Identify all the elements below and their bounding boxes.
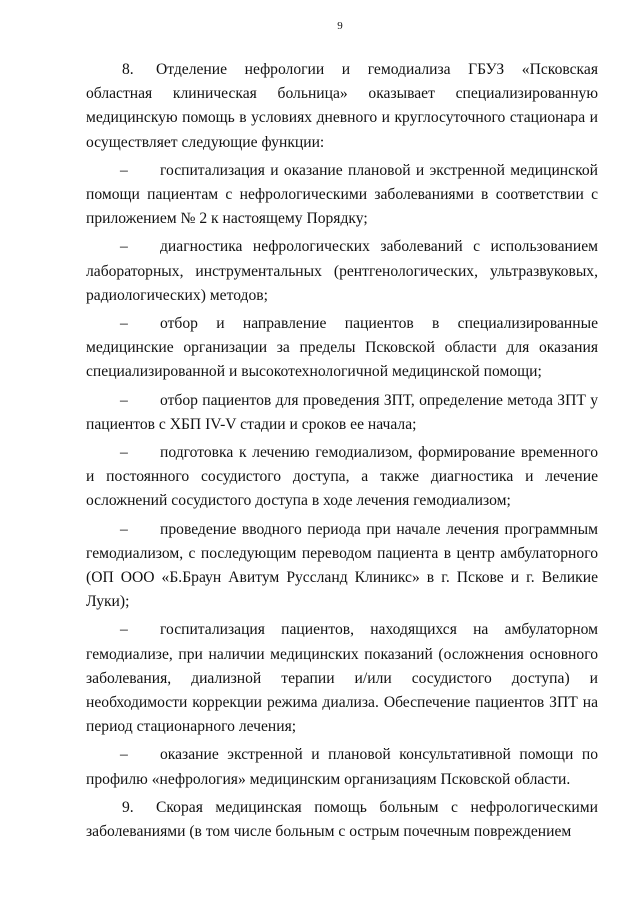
list-item — [86, 618, 598, 739]
list-dash: – — [120, 238, 128, 256]
list-dash: – — [120, 315, 128, 333]
document-body — [86, 58, 598, 848]
list-item — [86, 441, 598, 514]
list-dash: – — [120, 520, 128, 538]
list-item-text: диагностика нефрологических заболеваний с использованием лабораторных, инструментальных (рентгенологических, ультразвуковых, радиологических) методов; — [86, 238, 598, 304]
list-dash: – — [120, 444, 128, 462]
list-item-text: проведение вводного периода при начале лечения программным гемодиализом, с последующим переводом пациента в центр амбулаторного (ОП ООО «Б.Браун Авитум Русcланд Клиникс» в г. Пскове и г. Великие Луки); — [86, 520, 598, 611]
list-item-text: отбор и направление пациентов в специализированные медицинские организации за пределы Псковской области для оказания специализированной и высокотехнологичной медицинской помощи; — [86, 315, 598, 381]
list-item — [86, 159, 598, 232]
list-item — [86, 389, 598, 437]
paragraph-text: Скорая медицинская помощь больным с нефрологическими заболеваниями (в том числе больным с острым почечным повреждением — [86, 798, 598, 841]
list-item-text: отбор пациентов для проведения ЗПТ, определение метода ЗПТ у пациентов с ХБП IV-V стадии и сроков ее начала; — [86, 391, 598, 433]
paragraph-text: Отделение нефрологии и гемодиализа ГБУЗ «Псковская областная клиническая больница» оказывает специализированную медицинскую помощь в условиях дневного и круглосуточного стационара и осуществляет следующие функции: — [86, 61, 598, 151]
list-item — [86, 235, 598, 308]
list-item — [86, 743, 598, 791]
list-item-text: госпитализация пациентов, находящихся на амбулаторном гемодиализе, при наличии медицинских показаний (осложнения основного заболевания, диализной терапии и/или сосудистого доступа) и необходимости коррекции режима диализа. Обеспечение пациентов ЗПТ на период стационарного лечения; — [86, 621, 598, 736]
list-item-text: госпитализация и оказание плановой и экстренной медицинской помощи пациентам с нефрологическими заболеваниями в соответствии с приложением № 2 к настоящему Порядку; — [86, 161, 598, 228]
page-number: 9 — [337, 20, 343, 32]
list-dash: – — [120, 621, 128, 639]
list-item — [86, 312, 598, 385]
list-item — [86, 518, 598, 615]
list-dash: – — [120, 161, 128, 179]
paragraph-number: 8. — [122, 61, 134, 78]
paragraph-9 — [86, 796, 598, 844]
paragraph-8 — [86, 58, 598, 155]
paragraph-number: 9. — [122, 798, 134, 816]
list-dash: – — [120, 391, 128, 409]
list-item-text: подготовка к лечению гемодиализом, формирование временного и постоянного сосудистого доступа, а также диагностика и лечение осложнений сосудистого доступа в ходе лечения гемодиализом; — [86, 444, 598, 510]
list-dash: – — [120, 746, 128, 764]
list-item-text: оказание экстренной и плановой консультативной помощи по профилю «нефрология» медицинским организациям Псковской области. — [86, 746, 598, 788]
